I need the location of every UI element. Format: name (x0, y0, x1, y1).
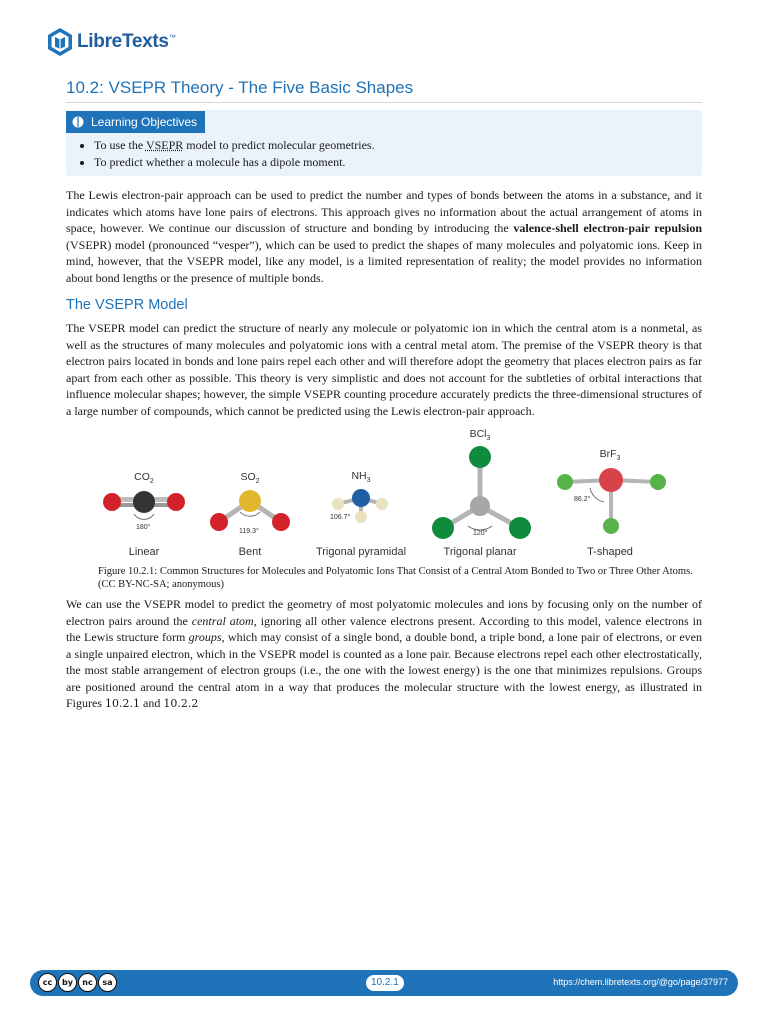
logo-wordmark: LibreTexts™ (77, 31, 176, 52)
section-paragraph: The VSEPR model can predict the structure of nearly any molecule or polyatomic ion in which the central atom is a nonmetal, as well as the structures of many molecules and polyatomic ions with a central metal atom. The premise of the VSEPR theory is that electron pairs located in bonds and lone pairs repel each other and will therefore adopt the geometry that places electron pairs as far apart from each other as possible. This theory is very simplistic and does not account for the subtleties of orbital interactions that influence molecular shapes; however, the simple VSEPR counting procedure accurately predicts the three-dimensional structures of a large number of compounds, which cannot be predicted using the Lewis electron-pair approach. (66, 321, 702, 418)
page-footer (30, 970, 738, 996)
bond-angle: 86.2° (574, 496, 591, 503)
objectives-list (80, 137, 375, 170)
figure-ref-link[interactable]: 10.2.1 (105, 697, 140, 710)
page-number: 10.2.1 (366, 975, 404, 991)
figure-caption: Figure 10.2.1: Common Structures for Molecules and Polyatomic Ions That Consist of a Central Atom Bonded to Two or Three Other Atoms. (CC BY-NC-SA; anonymous) (98, 566, 693, 590)
bond-angle: 106.7° (330, 514, 351, 521)
intro-paragraph: The Lewis electron-pair approach can be used to predict the number and types of bonds between the atoms in a substance, and it indicates which atoms have lone pairs of electrons. This approach gives no information about the actual arrangement of atoms in space, however. We continue our discussion of structure and bonding by introducing the valence-shell electron-pair repulsion (VSEPR) model (pronounced “vesper”), which can be used to predict the shapes of many molecules and polyatomic ions. Keep in mind, however, that the VSEPR model, like any model, is a limited representation of reality; the model provides no information about bond lengths or the presence of multiple bonds. (66, 188, 703, 285)
libretexts-logo[interactable] (46, 27, 175, 57)
vsepr-abbreviation[interactable]: VSEPR (145, 138, 184, 152)
bond-angle: 180° (136, 524, 151, 531)
learning-objectives-box (66, 110, 702, 176)
brf3-model (554, 462, 674, 557)
objective-item: • To predict whether a molecule has a dipole moment. (94, 154, 375, 171)
learning-objectives-title: Learning Objectives (91, 115, 198, 129)
shape-label: T-shaped (587, 546, 633, 558)
body-paragraph: We can use the VSEPR model to predict the geometry of most polyatomic molecules and ions by focusing only on the number of electron pairs around the central atom, ignoring all other valence electrons present. According to this model, valence electrons in the Lewis structure form groups, which may consist of a single bond, a double bond, a triple bond, a lone pair of electrons, or even a single unpaired electron, which in the VSEPR model is counted as a lone pair. Because electrons repel each other electrostatically, the most stable arrangement of electron groups (i.e., the one with the lowest energy) is the one that minimizes repulsions. Groups are positioned around the central atom in a way that produces the molecular structure with the lowest energy, as illustrated in Figures 10.2.1 and 10.2.2 (66, 597, 703, 710)
section-heading: The VSEPR Model (66, 297, 188, 313)
molecule-formula: BCl$_3$ (469, 428, 491, 443)
shape-label: Trigonal planar (443, 546, 517, 558)
shape-label: Trigonal pyramidal (315, 546, 407, 558)
molecule-formula: $CO_2$ (134, 471, 154, 486)
sa-icon: sa (98, 973, 117, 992)
molecule-formula: BrF$_3$ (599, 448, 621, 463)
bcl3-model (430, 444, 540, 554)
shape-label: Bent (238, 546, 262, 558)
learning-objectives-header (66, 111, 205, 133)
page-title: 10.2: VSEPR Theory - The Five Basic Shapes (66, 78, 702, 103)
bond-angle: 119.3° (239, 528, 259, 535)
bond-angle: 120° (473, 530, 488, 537)
objective-item: • To use the VSEPR model to predict molecular geometries. (94, 137, 375, 154)
molecule-formula: $SO_2$ (240, 471, 260, 486)
figure-ref-link[interactable]: 10.2.2 (163, 697, 199, 710)
shape-label: Linear (128, 546, 160, 558)
by-icon: by (58, 973, 77, 992)
cc-license-badge[interactable] (38, 973, 117, 992)
co2-model (96, 484, 192, 554)
nc-icon: nc (78, 973, 97, 992)
molecular-shapes-figure (96, 426, 656, 562)
page-url-link[interactable]: https://chem.libretexts.org/@go/page/37977 (553, 977, 728, 987)
cc-icon: cc (38, 973, 57, 992)
bold-term: valence-shell electron-pair repulsion (513, 221, 703, 235)
molecule-formula: $NH_3$ (351, 470, 371, 485)
libretexts-logo-icon (46, 27, 74, 57)
brain-icon (72, 116, 84, 128)
